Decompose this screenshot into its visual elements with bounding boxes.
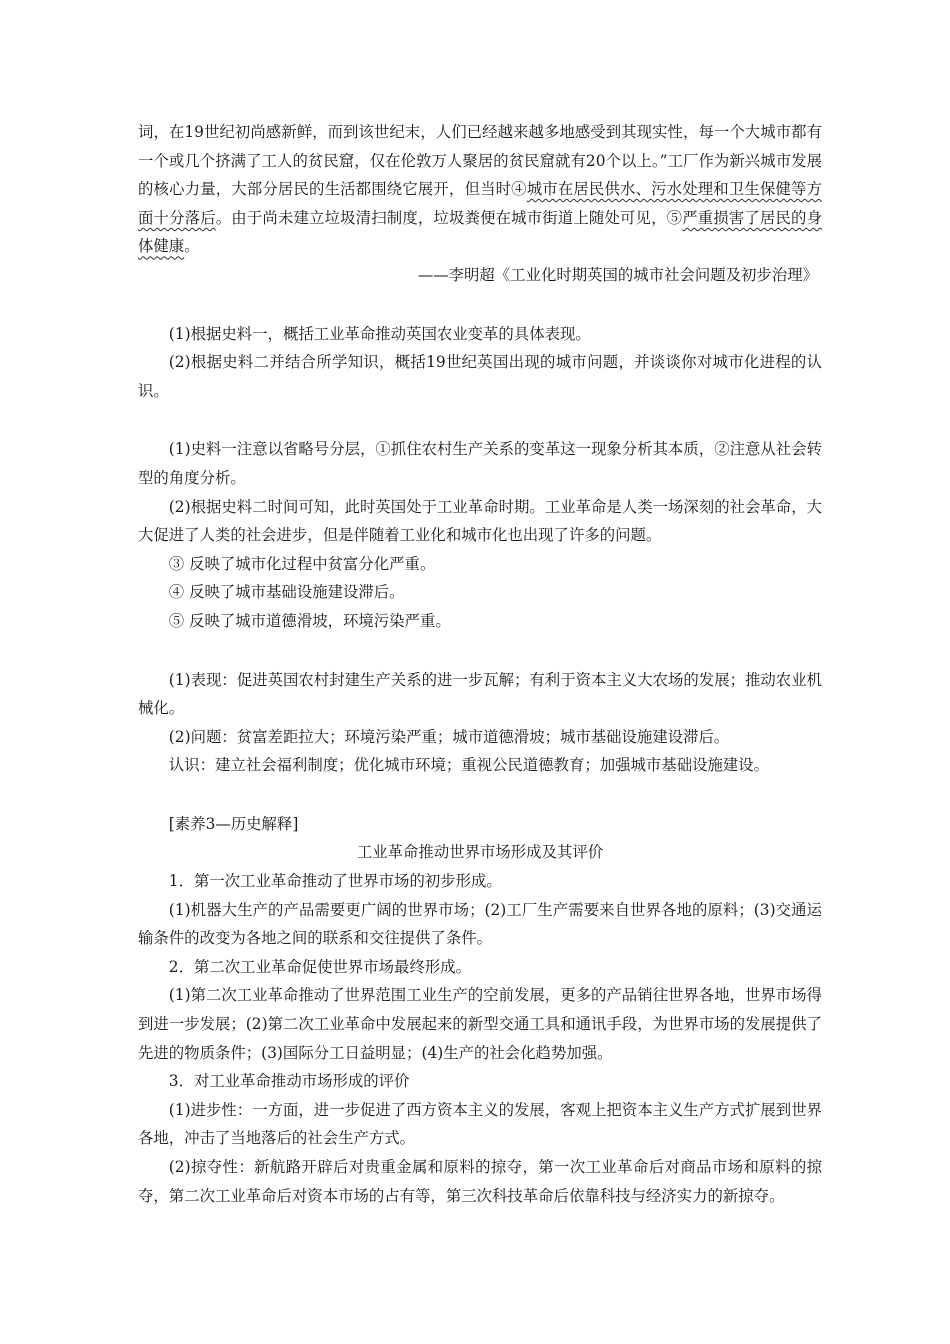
section-item-7: (2)掠夺性：新航路开辟后对贵重金属和原料的掠夺，第一次工业革命后对商品市场和原料的掠夺，第二次工业革命后对资本市场的占有等，第三次科技革命后依靠科技与经济实力的新掠夺。 [138, 1158, 822, 1205]
analysis-2: (2)根据史料二时间可知，此时英国处于工业革命时期。工业革命是人类一场深刻的社会革命，大大促进了人类的社会进步，但是伴随着工业化和城市化也出现了许多的问题。 [138, 497, 822, 545]
passage-emphasis: 城市在居民供水、污水处理和卫生保健等方面十分落后 [138, 180, 822, 227]
answer-1: (1)表现：促进英国农村封建生产关系的进一步瓦解；有利于资本主义大农场的发展；推动农业机械化。 [138, 670, 822, 718]
section-item-6: (1)进步性：一方面，进一步促进了西方资本主义的发展，客观上把资本主义生产方式扩展到世界各地，冲击了当地落后的社会生产方式。 [138, 1100, 822, 1148]
analysis-4: ④ 反映了城市基础设施建设滞后。 [168, 583, 405, 602]
section-item-2: (1)机器大生产的产品需要更广阔的世界市场；(2)工厂生产需要来自世界各地的原料；(3)交通运输条件的改变为各地之间的联系和交往提供了条件。 [138, 900, 822, 948]
passage-text: 。由于尚未建立垃圾清扫制度，垃圾粪便在城市街道上随处可见，⑤ [215, 208, 683, 227]
passage-source: ——李明超《工业化时期英国的城市社会问题及初步治理》 [417, 265, 818, 284]
document-page [138, 118, 822, 1210]
analysis-5: ⑤ 反映了城市道德滑坡，环境污染严重。 [168, 611, 451, 630]
answer-3: 认识：建立社会福利制度；优化城市环境；重视公民道德教育；加强城市基础设施建设。 [168, 756, 770, 775]
section-tag: [素养3—历史解释] [168, 814, 299, 833]
question-2: (2)根据史料二并结合所学知识，概括19世纪英国出现的城市问题，并谈谈你对城市化进程的认识。 [138, 353, 822, 400]
question-1: (1)根据史料一，概括工业革命推动英国农业变革的具体表现。 [168, 324, 591, 343]
section-title: 工业革命推动世界市场形成及其评价 [356, 843, 604, 862]
section-item-4: (1)第二次工业革命推动了世界范围工业生产的空前发展，更多的产品销往世界各地，世界市场得到进一步发展；(2)第二次工业革命中发展起来的新型交通工具和通讯手段，为世界市场的发展提供了先进的物质条件；(3)国际分工日益明显；(4)生产的社会化趋势加强。 [138, 986, 822, 1062]
analysis-3: ③ 反映了城市化过程中贫富分化严重。 [168, 554, 436, 573]
analysis-1: (1)史料一注意以省略号分层，①抓住农村生产关系的变革这一现象分析其本质，②注意从社会转型的角度分析。 [138, 440, 822, 487]
answer-2: (2)问题：贫富差距拉大；环境污染严重；城市道德滑坡；城市基础设施建设滞后。 [168, 727, 730, 746]
section-item-1: 1．第一次工业革命推动了世界市场的初步形成。 [168, 872, 502, 891]
passage-text: 。 [184, 237, 200, 256]
section-item-5: 3．对工业革命推动市场形成的评价 [168, 1072, 410, 1091]
passage-text: 词，在19世纪初尚感新鲜，而到该世纪末，人们已经越来越多地感受到其现实性，每一个大城市都有一个或几个挤满了工人的贫民窟，仅在伦敦万人聚居的贫民窟就有20个以上。”工厂作为新兴城市发展的核心力量，大部分居民的生活都围绕它展开，但当时④ [138, 123, 822, 199]
passage-emphasis: 严重损害了居民的身体健康 [138, 208, 822, 256]
passage-paragraph [138, 118, 822, 261]
section-item-3: 2．第二次工业革命促使世界市场最终形成。 [168, 957, 472, 976]
